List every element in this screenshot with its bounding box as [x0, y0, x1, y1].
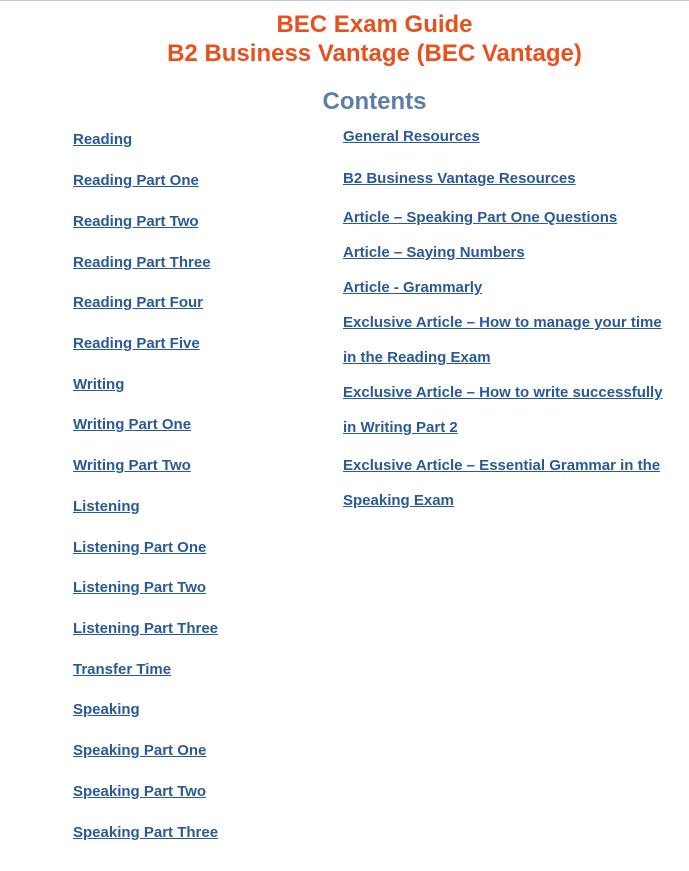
link-article-saying-numbers[interactable]: Article – Saying Numbers: [343, 244, 525, 261]
link-exclusive-grammar-line-1[interactable]: Exclusive Article – Essential Grammar in the: [343, 457, 661, 474]
link-writing-part-two[interactable]: Writing Part Two: [73, 457, 191, 474]
link-writing-part-one[interactable]: Writing Part One: [73, 416, 192, 433]
page-title-line-1: BEC Exam Guide: [276, 11, 473, 38]
link-listening-part-two[interactable]: Listening Part Two: [73, 579, 207, 596]
link-reading-part-five[interactable]: Reading Part Five: [73, 335, 200, 352]
link-reading-part-four[interactable]: Reading Part Four: [73, 294, 204, 311]
link-b2-vantage-resources[interactable]: B2 Business Vantage Resources: [343, 170, 576, 187]
link-exclusive-reading-time-line-2[interactable]: in the Reading Exam: [343, 349, 491, 366]
link-speaking-part-three[interactable]: Speaking Part Three: [73, 824, 219, 841]
link-exclusive-grammar-line-2[interactable]: Speaking Exam: [343, 492, 454, 509]
link-article-speaking-part-one[interactable]: Article – Speaking Part One Questions: [343, 209, 618, 226]
link-exclusive-writing-line-1[interactable]: Exclusive Article – How to write successfully: [343, 384, 663, 401]
link-exclusive-writing-line-2[interactable]: in Writing Part 2: [343, 419, 458, 436]
link-writing[interactable]: Writing: [73, 376, 125, 393]
link-reading-part-three[interactable]: Reading Part Three: [73, 254, 211, 271]
link-speaking-part-two[interactable]: Speaking Part Two: [73, 783, 207, 800]
link-exclusive-reading-time-line-1[interactable]: Exclusive Article – How to manage your time: [343, 314, 662, 331]
link-reading-part-one[interactable]: Reading Part One: [73, 172, 199, 189]
link-speaking[interactable]: Speaking: [73, 701, 140, 718]
top-divider: [0, 0, 689, 1]
link-speaking-part-one[interactable]: Speaking Part One: [73, 742, 207, 759]
link-listening[interactable]: Listening: [73, 498, 140, 515]
link-general-resources[interactable]: General Resources: [343, 128, 480, 145]
link-listening-part-one[interactable]: Listening Part One: [73, 539, 207, 556]
link-article-grammarly[interactable]: Article - Grammarly: [343, 279, 483, 296]
contents-heading: Contents: [322, 88, 427, 115]
link-listening-part-three[interactable]: Listening Part Three: [73, 620, 219, 637]
page-title-line-2: B2 Business Vantage (BEC Vantage): [167, 40, 582, 67]
link-reading[interactable]: Reading: [73, 131, 133, 148]
link-reading-part-two[interactable]: Reading Part Two: [73, 213, 199, 230]
link-transfer-time[interactable]: Transfer Time: [73, 661, 172, 678]
